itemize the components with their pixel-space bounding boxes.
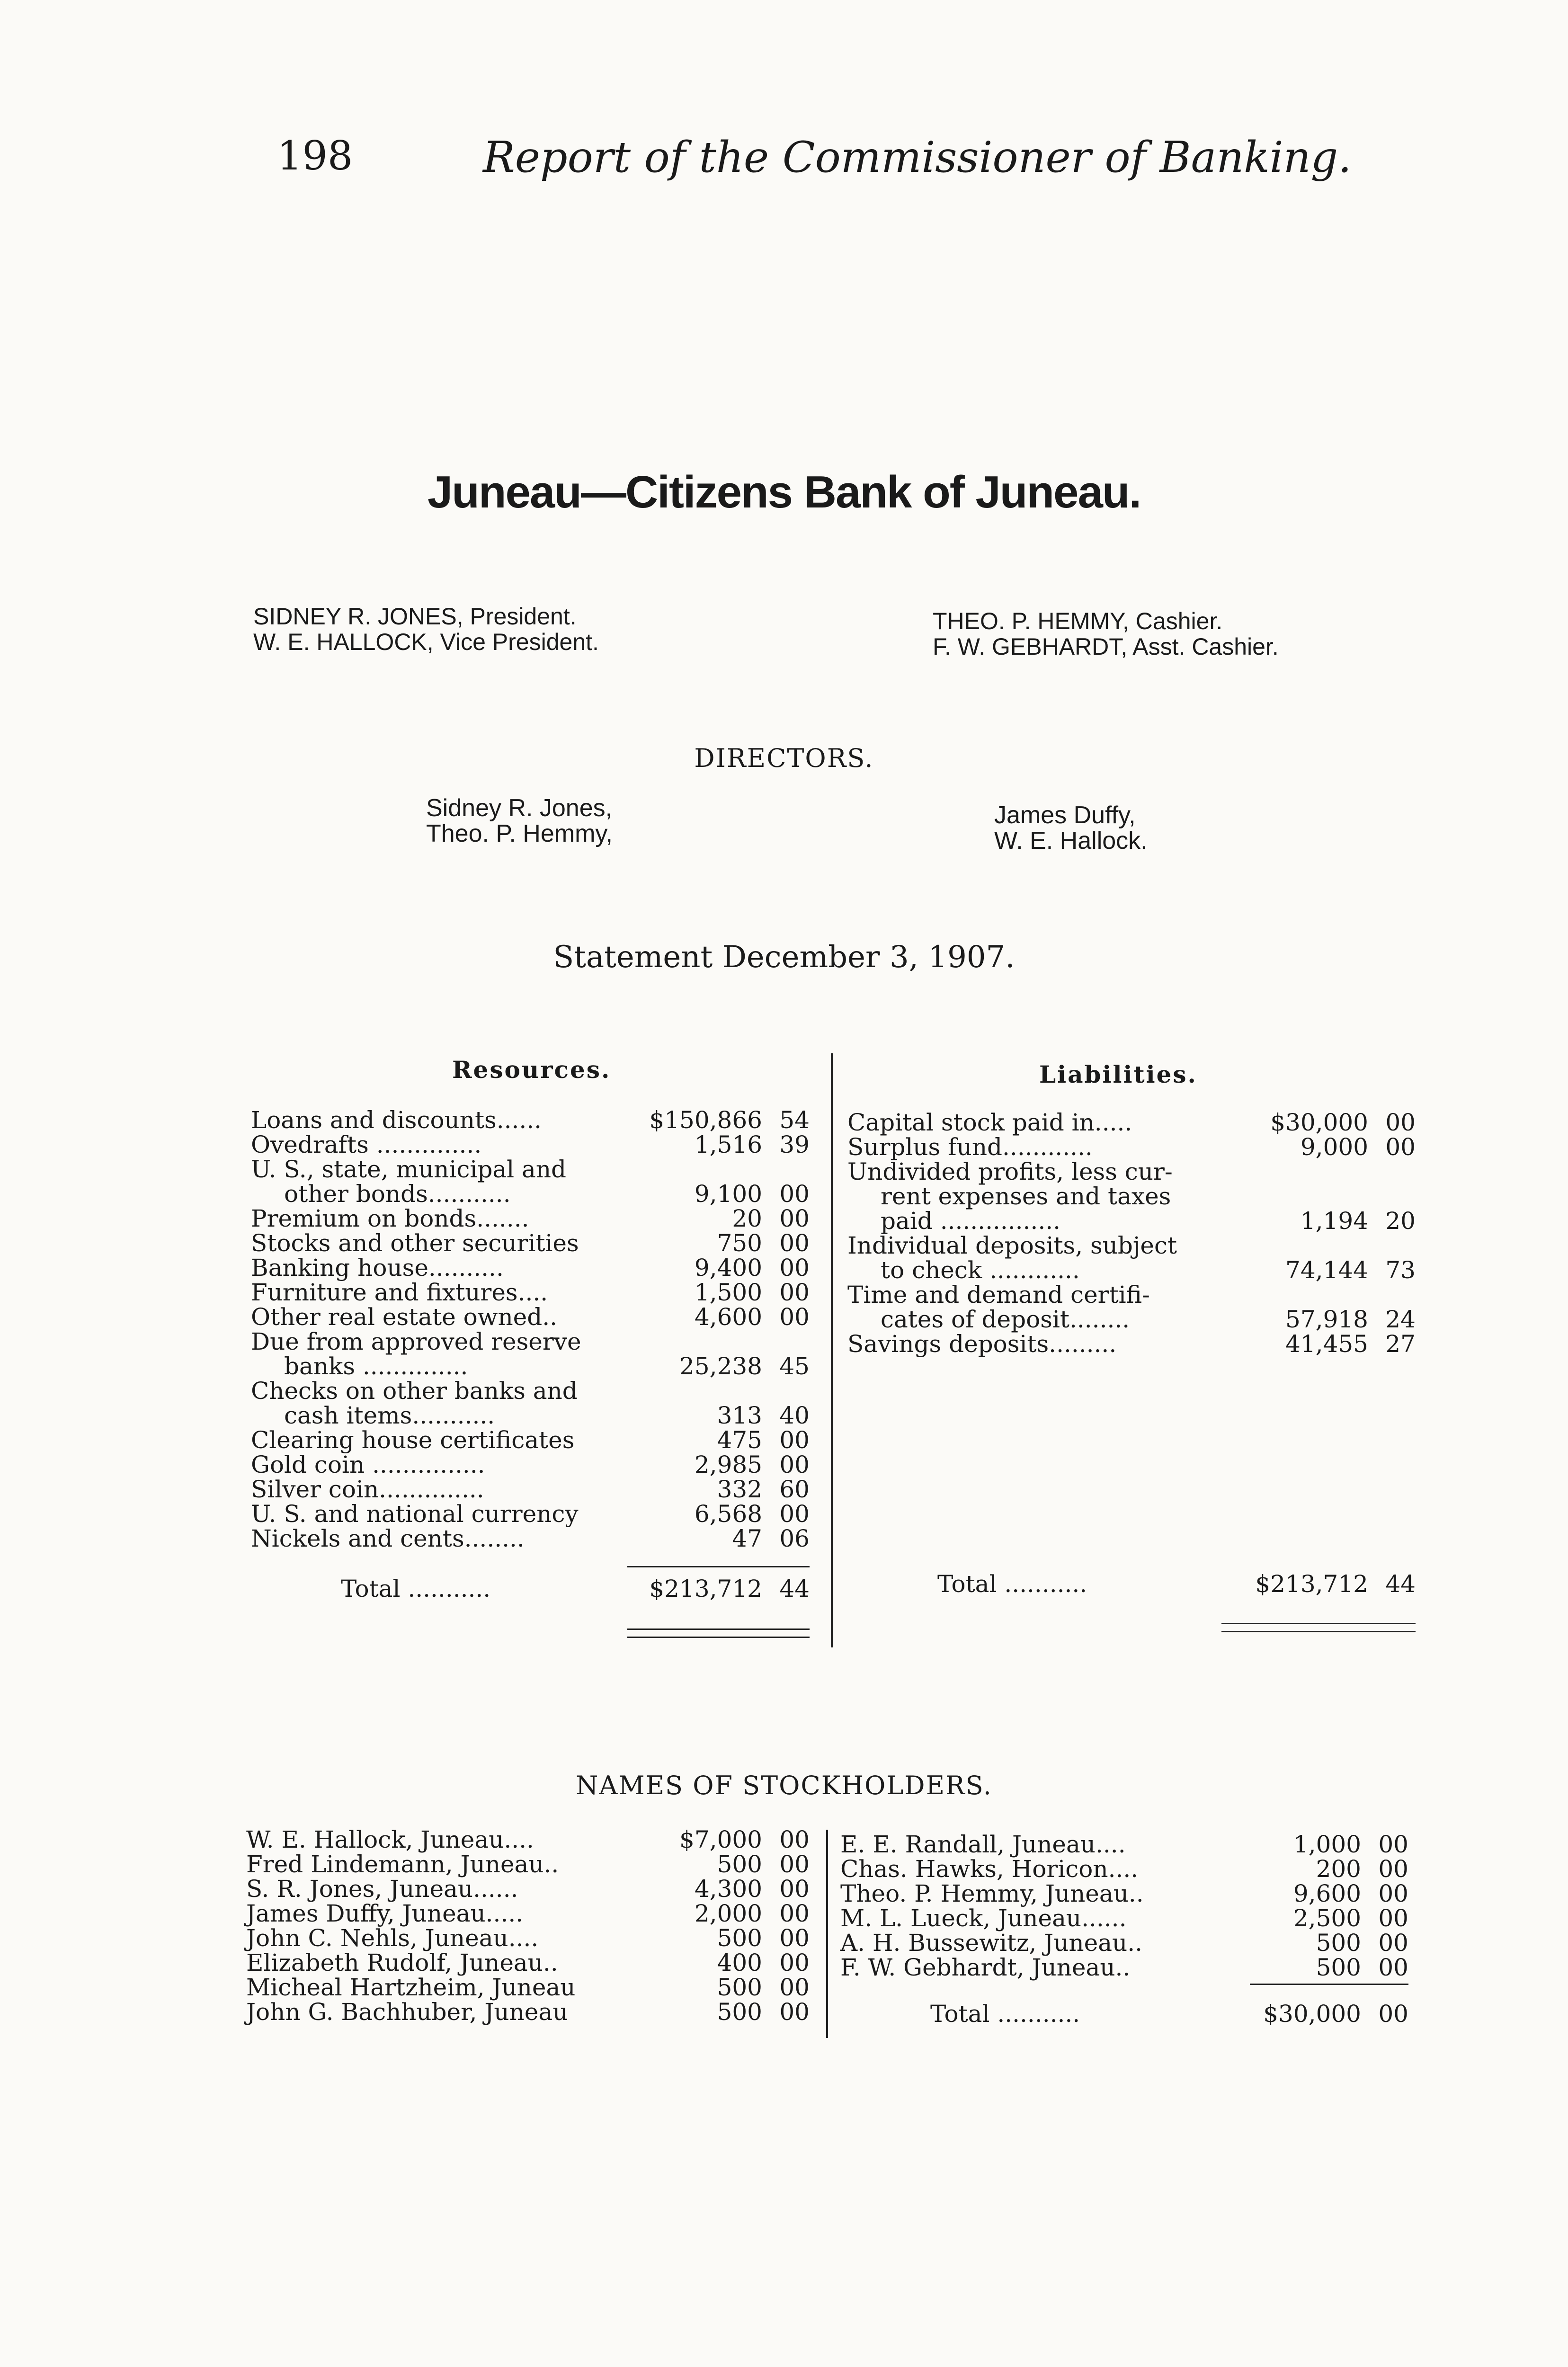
table-row	[847, 1209, 1416, 1233]
row-label: Silver coin..............	[251, 1476, 484, 1503]
stockholder-cents: 00	[1378, 1929, 1408, 1957]
list-item	[246, 1877, 810, 1901]
running-title: Report of the Commissioner of Banking.	[483, 133, 1352, 182]
row-dollars: 47	[732, 1525, 762, 1552]
row-cents: 00	[779, 1254, 810, 1281]
list-item	[246, 1827, 810, 1852]
row-label: Clearing house certificates	[251, 1426, 575, 1454]
officer-cashier: THEO. P. HEMMY, Cashier.	[933, 608, 1223, 634]
total-row	[847, 1572, 1416, 1596]
resources-subtotal-rule	[627, 1566, 810, 1567]
row-cents: 54	[779, 1106, 810, 1134]
table-row	[847, 1233, 1416, 1258]
row-cents: 00	[1385, 1133, 1416, 1161]
stockholder-name: Micheal Hartzheim, Juneau	[246, 1974, 576, 2001]
table-row	[847, 1258, 1416, 1282]
directors-left	[426, 795, 613, 846]
row-label: other bonds...........	[284, 1180, 511, 1208]
officers-left	[253, 604, 599, 655]
row-cents: 00	[779, 1500, 810, 1528]
total-cents: 44	[1385, 1570, 1416, 1598]
row-dollars: 20	[732, 1205, 762, 1232]
stockholder-dollars: 400	[717, 1949, 762, 1976]
officer-president: SIDNEY R. JONES, President.	[253, 603, 577, 630]
row-label: Loans and discounts......	[251, 1106, 542, 1134]
list-item	[840, 1955, 1408, 1980]
directors-heading: DIRECTORS.	[694, 743, 874, 773]
liabilities-double-rule	[1221, 1623, 1416, 1632]
stockholder-name: James Duffy, Juneau.....	[246, 1900, 524, 1927]
row-dollars: 1,516	[694, 1131, 762, 1158]
stockholder-dollars: 4,300	[694, 1875, 762, 1903]
row-label: cash items...........	[284, 1402, 495, 1429]
row-label: U. S., state, municipal and	[251, 1156, 567, 1183]
liabilities-heading: Liabilities.	[1039, 1060, 1197, 1088]
officer-vice-president: W. E. HALLOCK, Vice President.	[253, 629, 599, 655]
stockholder-dollars: 1,000	[1293, 1831, 1361, 1858]
table-row	[251, 1108, 810, 1132]
row-cents: 27	[1385, 1330, 1416, 1358]
statement-title: Statement December 3, 1907.	[553, 940, 1015, 975]
row-cents: 20	[1385, 1207, 1416, 1235]
table-row	[251, 1280, 810, 1305]
stockholder-cents: 00	[779, 1900, 810, 1927]
row-dollars: 332	[717, 1476, 762, 1503]
table-row	[847, 1282, 1416, 1307]
total-dollars: $30,000	[1263, 2000, 1361, 2028]
total-row	[251, 1576, 810, 1601]
row-cents: 00	[779, 1303, 810, 1331]
stockholder-cents: 00	[1378, 1904, 1408, 1932]
table-row	[251, 1329, 810, 1354]
stockholder-name: W. E. Hallock, Juneau....	[246, 1826, 534, 1853]
list-item	[246, 1926, 810, 1950]
total-dollars: $213,712	[649, 1575, 762, 1602]
stockholders-heading: NAMES OF STOCKHOLDERS.	[576, 1771, 992, 1800]
stockholder-name: A. H. Bussewitz, Juneau..	[840, 1929, 1142, 1957]
row-dollars: 2,985	[694, 1451, 762, 1478]
row-label: U. S. and national currency	[251, 1500, 579, 1528]
stockholders-divider	[826, 1830, 828, 2038]
stockholder-cents: 00	[779, 1875, 810, 1903]
table-row	[847, 1135, 1416, 1159]
stockholder-name: Elizabeth Rudolf, Juneau..	[246, 1949, 558, 1976]
stockholder-name: Fred Lindemann, Juneau..	[246, 1851, 559, 1878]
director-item: James Duffy,	[994, 801, 1136, 829]
row-label: Nickels and cents........	[251, 1525, 525, 1552]
resources-double-rule	[627, 1628, 810, 1638]
row-label: banks ..............	[284, 1353, 468, 1380]
stockholder-name: M. L. Lueck, Juneau......	[840, 1904, 1127, 1932]
row-label: Individual deposits, subject	[847, 1232, 1177, 1259]
row-cents: 40	[779, 1402, 810, 1429]
row-dollars: 74,144	[1285, 1256, 1368, 1284]
stockholder-name: S. R. Jones, Juneau......	[246, 1875, 518, 1903]
director-item: Sidney R. Jones,	[426, 794, 613, 822]
stockholder-cents: 00	[1378, 1880, 1408, 1907]
bank-title: Juneau—Citizens Bank of Juneau.	[427, 467, 1141, 517]
row-cents: 00	[779, 1451, 810, 1478]
stockholder-cents: 00	[779, 1924, 810, 1952]
stockholder-dollars: 500	[717, 1998, 762, 2026]
table-row	[847, 1110, 1416, 1135]
stockholder-dollars: $7,000	[679, 1826, 762, 1853]
stockholder-dollars: 500	[717, 1851, 762, 1878]
row-dollars: 313	[717, 1402, 762, 1429]
table-row	[847, 1184, 1416, 1209]
table-row	[251, 1428, 810, 1452]
list-item	[840, 1906, 1408, 1931]
row-dollars: 9,000	[1300, 1133, 1368, 1161]
table-row	[251, 1379, 810, 1403]
total-cents: 00	[1378, 2000, 1408, 2028]
total-row	[840, 2002, 1408, 2026]
stockholder-name: John G. Bachhuber, Juneau	[246, 1998, 568, 2026]
total-label: Total ...........	[930, 2000, 1080, 2028]
total-dollars: $213,712	[1255, 1570, 1368, 1598]
directors-right	[994, 802, 1148, 854]
table-row	[847, 1307, 1416, 1332]
table-row	[251, 1354, 810, 1379]
table-row	[847, 1332, 1416, 1356]
table-row	[847, 1159, 1416, 1184]
row-cents: 00	[779, 1205, 810, 1232]
list-item	[246, 2000, 810, 2024]
row-label: Due from approved reserve	[251, 1328, 581, 1355]
stockholder-cents: 00	[1378, 1831, 1408, 1858]
stockholder-cents: 00	[1378, 1954, 1408, 1981]
column-divider	[831, 1053, 833, 1647]
stockholder-name: Theo. P. Hemmy, Juneau..	[840, 1880, 1144, 1907]
row-label: Banking house..........	[251, 1254, 504, 1281]
list-item	[840, 1931, 1408, 1955]
row-cents: 73	[1385, 1256, 1416, 1284]
row-label: Ovedrafts ..............	[251, 1131, 482, 1158]
row-label: Premium on bonds.......	[251, 1205, 529, 1232]
row-cents: 00	[779, 1426, 810, 1454]
director-item: Theo. P. Hemmy,	[426, 820, 613, 847]
stockholder-dollars: 2,000	[694, 1900, 762, 1927]
stockholder-dollars: 500	[1316, 1954, 1361, 1981]
stockholder-cents: 00	[779, 1998, 810, 2026]
liabilities-total	[847, 1572, 1416, 1596]
total-label: Total ...........	[937, 1570, 1087, 1598]
row-label: Time and demand certifi-	[847, 1281, 1150, 1308]
resources-total	[251, 1576, 810, 1601]
row-label: Gold coin ...............	[251, 1451, 485, 1478]
list-item	[840, 1832, 1408, 1857]
row-label: to check ............	[881, 1256, 1080, 1284]
table-row	[251, 1403, 810, 1428]
row-dollars: 750	[717, 1229, 762, 1257]
row-dollars: 1,194	[1300, 1207, 1368, 1235]
director-item: W. E. Hallock.	[994, 827, 1148, 854]
list-item	[246, 1950, 810, 1975]
stockholder-cents: 00	[779, 1949, 810, 1976]
row-dollars: 475	[717, 1426, 762, 1454]
row-cents: 39	[779, 1131, 810, 1158]
row-cents: 24	[1385, 1306, 1416, 1333]
officer-asst-cashier: F. W. GEBHARDT, Asst. Cashier.	[933, 633, 1279, 660]
table-row	[251, 1452, 810, 1477]
resources-table	[251, 1108, 810, 1551]
row-cents: 00	[779, 1279, 810, 1306]
row-cents: 60	[779, 1476, 810, 1503]
stockholder-name: Chas. Hawks, Horicon....	[840, 1855, 1139, 1883]
row-dollars: 9,100	[694, 1180, 762, 1208]
row-dollars: 57,918	[1285, 1306, 1368, 1333]
list-item	[840, 1881, 1408, 1906]
stockholders-left	[246, 1827, 810, 2024]
row-label: Surplus fund............	[847, 1133, 1093, 1161]
table-row	[251, 1526, 810, 1551]
row-label: Stocks and other securities	[251, 1229, 579, 1257]
table-row	[251, 1305, 810, 1329]
table-row	[251, 1132, 810, 1157]
row-dollars: 4,600	[694, 1303, 762, 1331]
row-label: Savings deposits.........	[847, 1330, 1117, 1358]
table-row	[251, 1231, 810, 1255]
total-label: Total ...........	[341, 1575, 491, 1602]
page-number: 198	[277, 133, 353, 179]
list-item	[246, 1975, 810, 2000]
list-item	[246, 1852, 810, 1877]
row-cents: 00	[1385, 1109, 1416, 1136]
stockholder-cents: 00	[1378, 1855, 1408, 1883]
stockholder-dollars: 500	[1316, 1929, 1361, 1957]
stockholder-name: John C. Nehls, Juneau....	[246, 1924, 539, 1952]
list-item	[840, 1857, 1408, 1881]
stockholder-name: F. W. Gebhardt, Juneau..	[840, 1954, 1131, 1981]
stockholder-cents: 00	[779, 1826, 810, 1853]
stockholders-subtotal-rule	[1250, 1984, 1408, 1985]
table-row	[251, 1206, 810, 1231]
stockholder-dollars: 200	[1316, 1855, 1361, 1883]
liabilities-table	[847, 1110, 1416, 1356]
stockholder-dollars: 500	[717, 1924, 762, 1952]
table-row	[251, 1255, 810, 1280]
list-item	[246, 1901, 810, 1926]
officers-right	[933, 608, 1279, 659]
row-dollars: $30,000	[1270, 1109, 1368, 1136]
stockholders-right	[840, 1832, 1408, 1980]
row-label: Capital stock paid in.....	[847, 1109, 1132, 1136]
row-dollars: 9,400	[694, 1254, 762, 1281]
table-row	[251, 1157, 810, 1182]
row-cents: 00	[779, 1229, 810, 1257]
row-label: cates of deposit........	[881, 1306, 1130, 1333]
row-label: Checks on other banks and	[251, 1377, 578, 1405]
row-dollars: 41,455	[1285, 1330, 1368, 1358]
row-label: Furniture and fixtures....	[251, 1279, 548, 1306]
row-label: Other real estate owned..	[251, 1303, 558, 1331]
stockholder-dollars: 2,500	[1293, 1904, 1361, 1932]
stockholder-dollars: 9,600	[1293, 1880, 1361, 1907]
stockholder-dollars: 500	[717, 1974, 762, 2001]
stockholder-cents: 00	[779, 1851, 810, 1878]
stockholder-cents: 00	[779, 1974, 810, 2001]
stockholder-name: E. E. Randall, Juneau....	[840, 1831, 1126, 1858]
row-dollars: 6,568	[694, 1500, 762, 1528]
row-cents: 45	[779, 1353, 810, 1380]
row-dollars: 1,500	[694, 1279, 762, 1306]
row-dollars: $150,866	[649, 1106, 762, 1134]
row-label: paid ................	[881, 1207, 1061, 1235]
table-row	[251, 1502, 810, 1526]
row-cents: 06	[779, 1525, 810, 1552]
resources-heading: Resources.	[452, 1056, 611, 1084]
row-dollars: 25,238	[679, 1353, 762, 1380]
total-cents: 44	[779, 1575, 810, 1602]
row-label: Undivided profits, less cur-	[847, 1158, 1173, 1185]
row-label: rent expenses and taxes	[881, 1183, 1171, 1210]
table-row	[251, 1477, 810, 1502]
stockholders-total	[840, 2002, 1408, 2026]
table-row	[251, 1182, 810, 1206]
row-cents: 00	[779, 1180, 810, 1208]
